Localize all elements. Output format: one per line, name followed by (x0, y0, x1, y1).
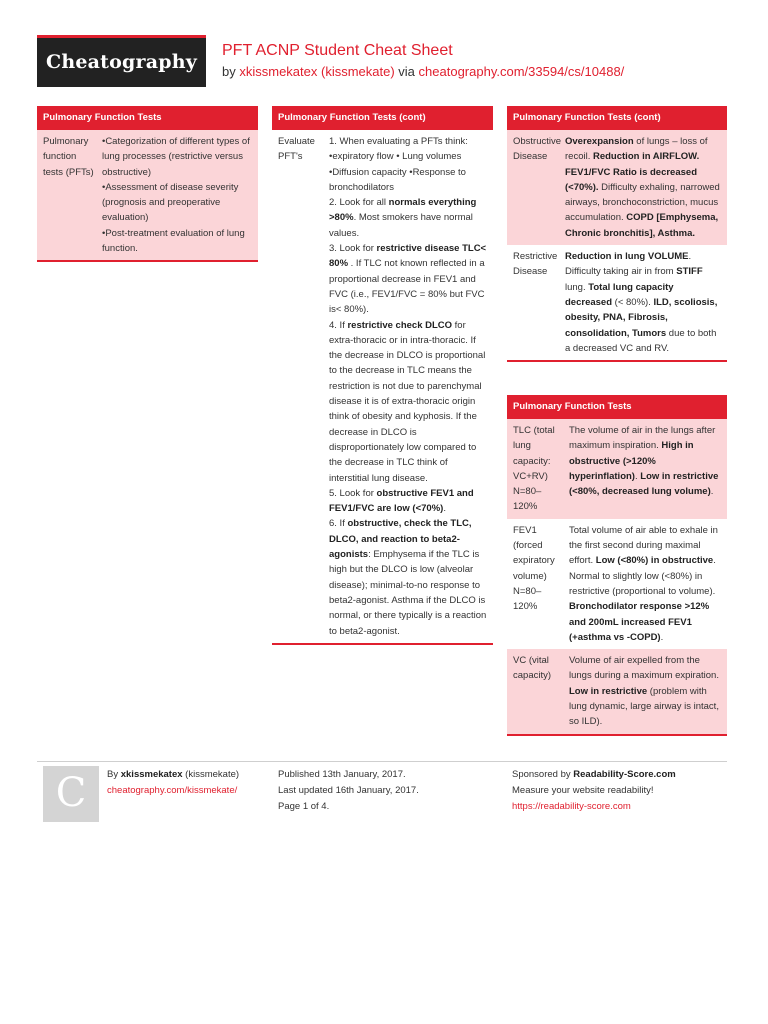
footer-author-name: xkissmekatex (120, 769, 183, 780)
card-divider (507, 734, 727, 736)
row-body: Reduction in lung VOLUME. Difficulty taking air in from STIFF lung. Total lung capacity decreased (< 80%). ILD, scoliosis, obesity, PNA, Fibrosis, consolidation, Tumors due to both a decreased VC and RV. (565, 251, 718, 354)
row-label: Pulmonary function tests (PFTs) (43, 136, 94, 178)
row-body: Total volume of air able to exhale in the first second during maximal effort. Low (<80%) in obstructive. Normal to slightly low (<80%) in restrictive (proportional to volume). Bronchodilator response >12% and 200mL increased FEV1 (+asthma vs -COPD). (569, 524, 718, 643)
card-pulmonary-function-tests (37, 106, 258, 262)
avatar-letter: C (55, 770, 87, 816)
step-2: 2. Look for all normals everything >80%. Most smokers have normal values. (329, 197, 477, 239)
row-label: FEV1 (forced expiratory volume) N=80–120% (513, 524, 555, 613)
table-row (272, 130, 493, 643)
byline-by: by (222, 64, 236, 79)
list-item: •Assessment of disease severity (prognosis and preoperative evaluation) (102, 181, 239, 224)
sponsor-name: Readability-Score.com (573, 769, 676, 780)
footer-sponsor: Sponsored by Readability-Score.com Measure your website readability! https://readability-score.com (512, 769, 676, 812)
logo-text: Cheatography (46, 51, 197, 73)
row-body (323, 130, 493, 643)
updated-date: Last updated 16th January, 2017. (278, 785, 419, 796)
row-body: Overexpansion of lungs – loss of recoil. Reduction in AIRFLOW. FEV1/FVC Ratio is decreased (<70%). Difficulty exhaling, narrowed airways, bronchoconstriction, mucus accumulation. COPD [Emphysema, Chronic bronchitis], Asthma. (565, 136, 720, 239)
row-body: The volume of air in the lungs after maximum inspiration. High in obstructive (>120% hyperinflation). Low in restrictive (<80%, decreased lung volume). (569, 425, 719, 498)
table-row (507, 649, 727, 733)
author-link[interactable]: xkissmekatex (kissmekate) (239, 64, 395, 79)
sheet-url-link[interactable]: cheatography.com/33594/cs/10488/ (418, 64, 625, 79)
page-title: PFT ACNP Student Cheat Sheet (222, 42, 453, 59)
published-date: Published 13th January, 2017. (278, 769, 406, 780)
sponsor-link[interactable]: https://readability-score.com (512, 801, 631, 812)
list-item: •Categorization of different types of lung processes (restrictive versus obstructive) (102, 136, 250, 178)
card-heading: Pulmonary Function Tests (cont) (272, 106, 493, 130)
row-label: Restrictive Disease (513, 251, 558, 278)
step-1: 1. When evaluating a PFTs think: •expiratory flow • Lung volumes •Diffusion capacity •Response to bronchodilators (329, 136, 468, 193)
card-heading: Pulmonary Function Tests (cont) (507, 106, 727, 130)
byline (222, 64, 624, 79)
row-label: VC (vital capacity) (513, 655, 552, 682)
card-divider (272, 643, 493, 645)
list-item: •Post-treatment evaluation of lung function. (102, 227, 245, 255)
footer-divider (37, 761, 727, 762)
card-divider (37, 260, 258, 262)
byline-via: via (398, 64, 415, 79)
cheatographer-avatar (43, 766, 99, 822)
step-3: 3. Look for restrictive disease TLC< 80% . If TLC not known reflected in a proportional decrease in FEV1 and FVC (i.e., FEV1/FVC = 80% but FVC is< 80%). (329, 243, 487, 316)
table-row (507, 130, 727, 245)
table-row (507, 419, 727, 519)
table-row (507, 245, 727, 360)
row-label: Obstructive Disease (513, 136, 562, 163)
footer-dates (278, 767, 419, 815)
page-number: Page 1 of 4. (278, 801, 330, 812)
step-4: 4. If restrictive check DLCO for extra-thoracic or in intra-thoracic. If the decrease in DLCO is proportional to the decrease in TLC means the restriction is not due to parenchymal disease it is of extra-thoracic origin think of obesity and kyphosis. If the decrease in DLCO is disproportionately low compared to the decrease in TLC think of interstitial lung disease. (329, 319, 486, 484)
table-row (37, 130, 258, 260)
footer-author-link[interactable]: cheatography.com/kissmekate/ (107, 785, 238, 796)
card-pulmonary-function-tests-cont-2 (507, 106, 727, 362)
sponsor-text: Measure your website readability! (512, 785, 654, 796)
step-5: 5. Look for obstructive FEV1 and FEV1/FVC are low (<70%). (329, 487, 474, 515)
table-row (507, 519, 727, 649)
row-body (96, 130, 258, 260)
card-heading: Pulmonary Function Tests (37, 106, 258, 130)
card-heading: Pulmonary Function Tests (507, 395, 727, 419)
row-label: Evaluate PFT's (278, 136, 315, 163)
card-pulmonary-function-tests-cont (272, 106, 493, 645)
card-divider (507, 360, 727, 362)
row-label: TLC (total lung capacity: VC+RV) N=80–120% (513, 425, 555, 513)
footer-author: By xkissmekatex (kissmekate) cheatography.com/kissmekate/ (107, 769, 240, 796)
cheatography-logo[interactable] (37, 35, 206, 87)
card-pulmonary-function-tests-2 (507, 395, 727, 736)
step-6: 6. If obstructive, check the TLC, DLCO, and reaction to beta2-agonists: Emphysema if the TLC is high but the DLCO is low (alveolar disease); minimal-to-no response to beta2-agonist. Asthma if the DLCO is normal, or there typically is a reaction to beta2-agonist. (329, 518, 487, 637)
row-body: Volume of air expelled from the lungs during a maximum expiration. Low in restrictive (problem with lung dynamic, large airway is intact, so ILD). (569, 655, 719, 728)
